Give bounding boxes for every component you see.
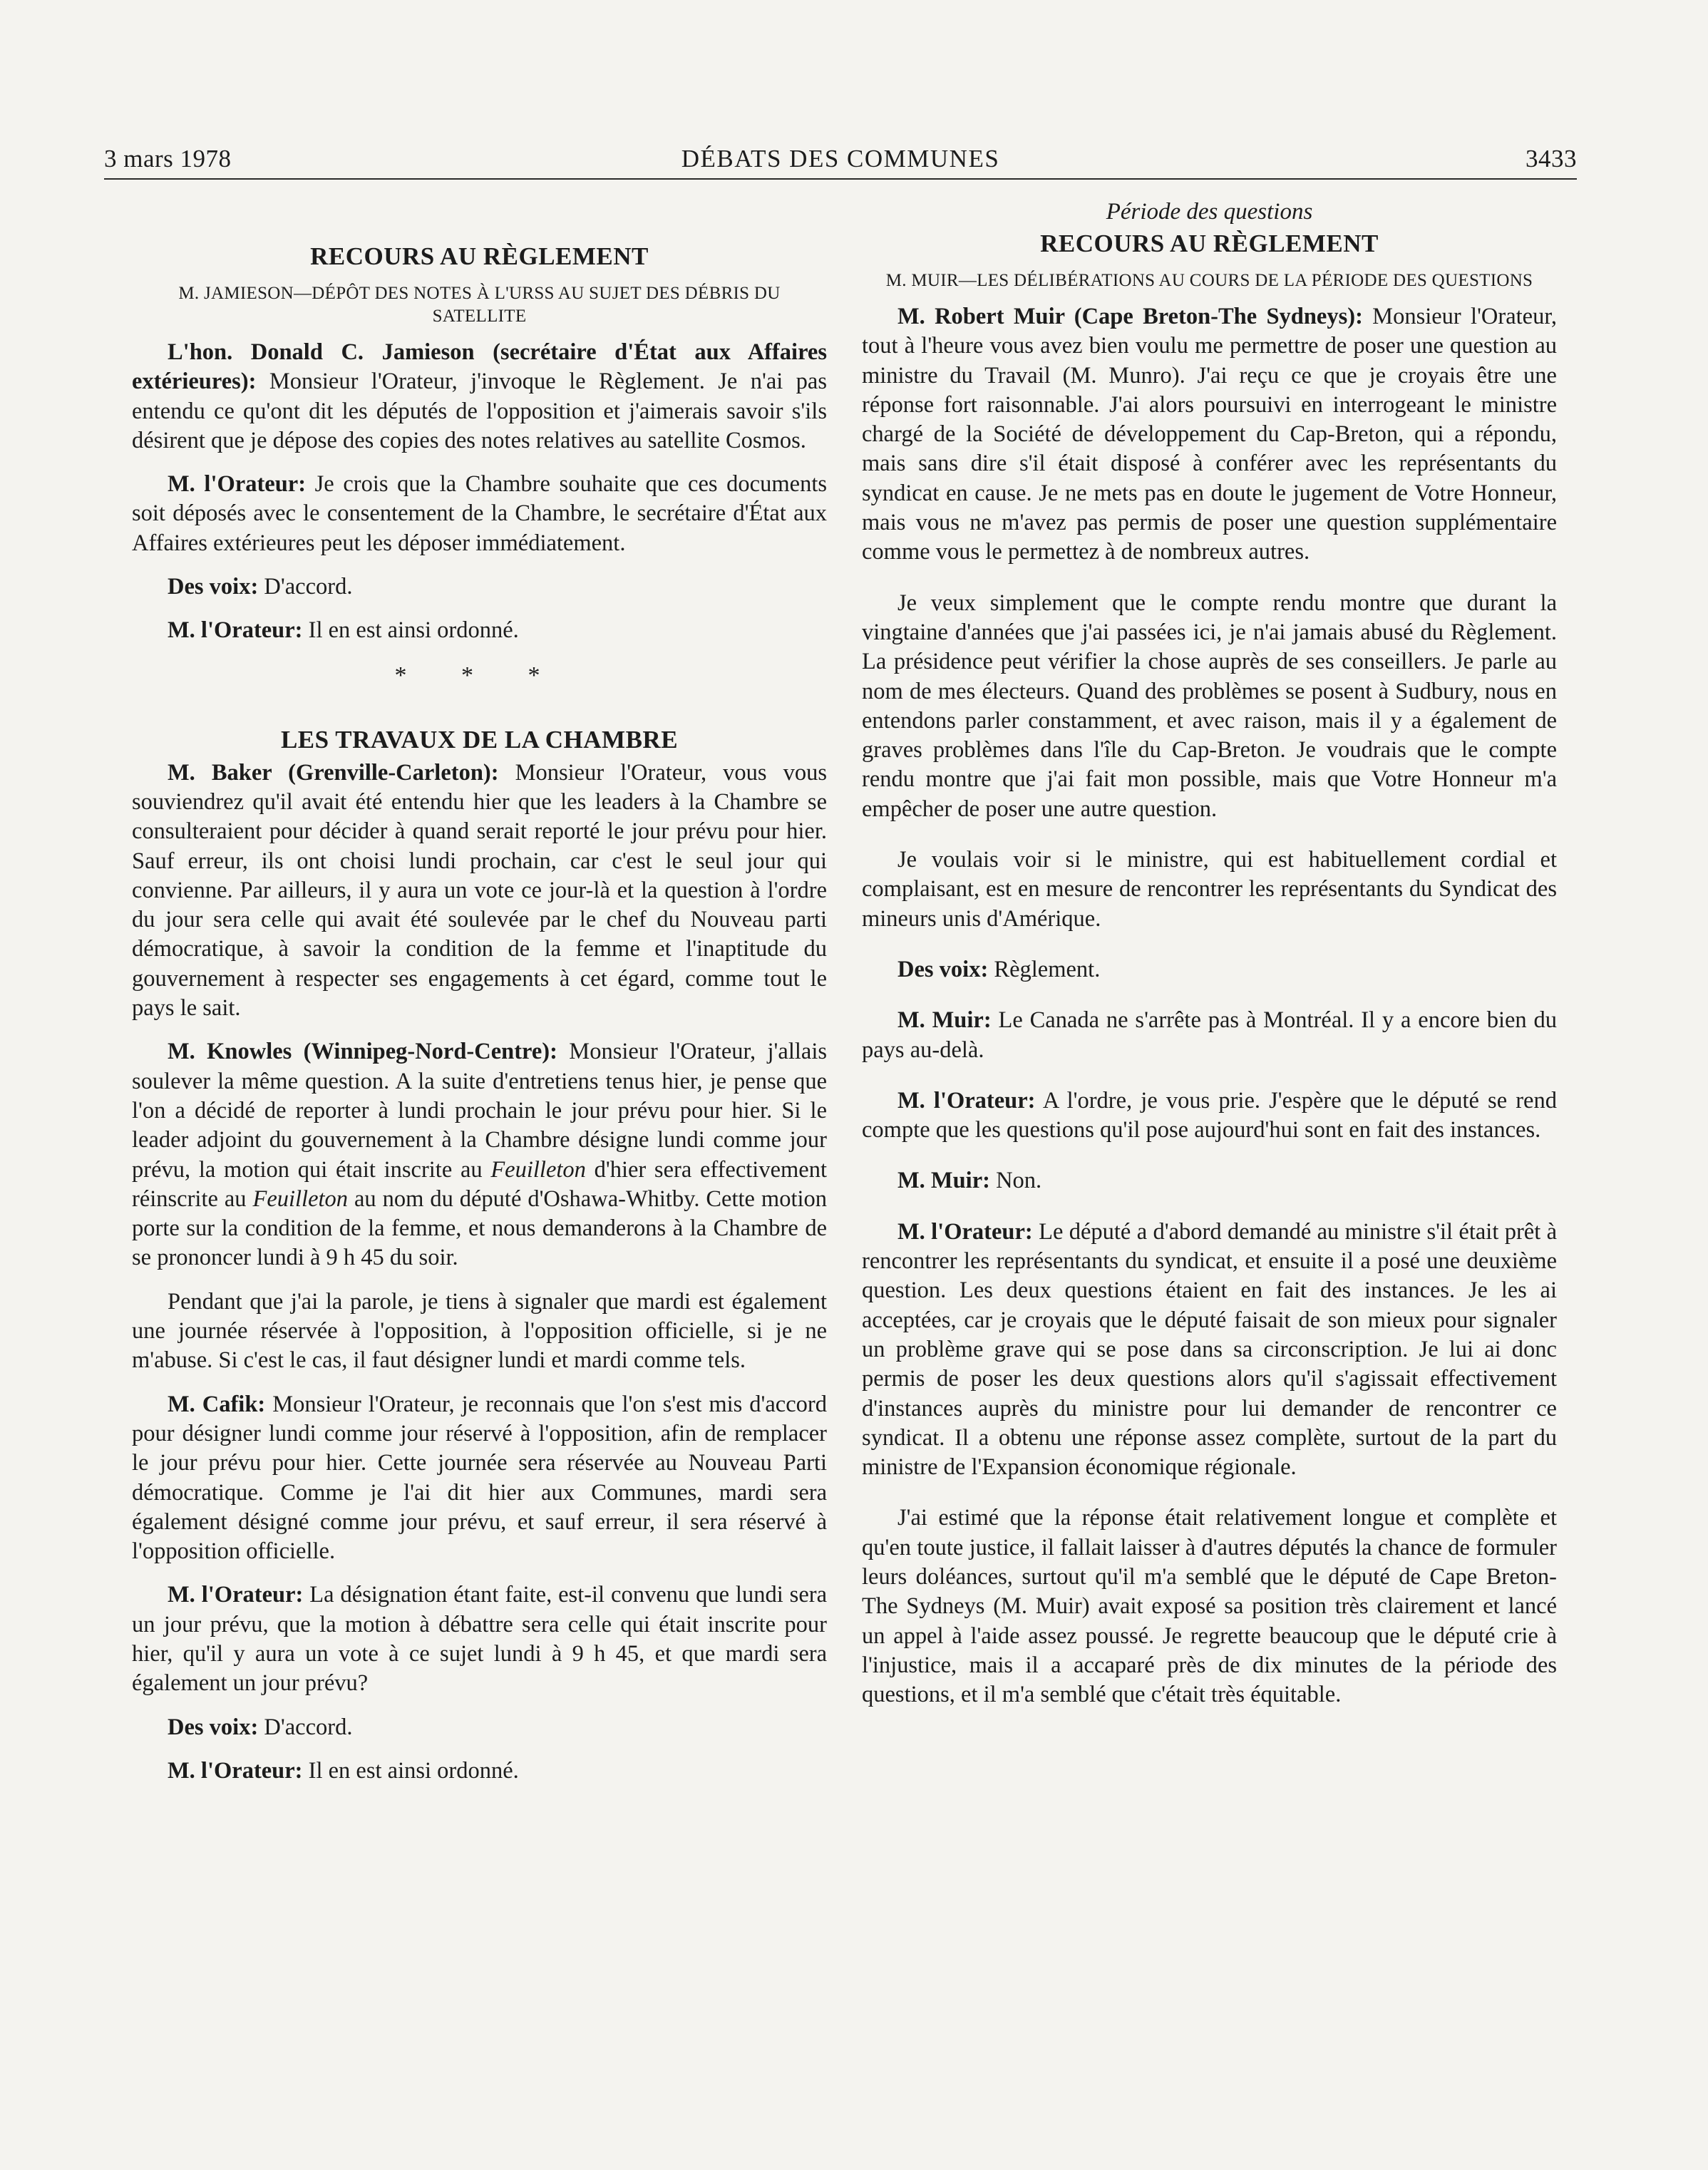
page-number: 3433 bbox=[1526, 145, 1577, 173]
speech-text: A l'ordre, je vous prie. J'espère que le député se rend compte que les questions qu'il pose aujourd'hui sont en fait des instances. bbox=[862, 1087, 1557, 1143]
speech-text: Non. bbox=[989, 1168, 1042, 1194]
speaker-voix: Des voix: bbox=[168, 574, 259, 600]
speaker-muir: M. Muir: bbox=[897, 1007, 992, 1034]
speech-text: Règlement. bbox=[988, 956, 1101, 982]
speech-text: Monsieur l'Orateur, j'invoque le Règlement. Je n'ai pas entendu ce qu'ont dit les députés de l'opposition et j'aimerais savoir s'ils désirent que je dépose des copies des notes relatives au satellite Cosmos. bbox=[132, 369, 827, 453]
speaker-muir: M. Muir: bbox=[897, 1168, 990, 1194]
paragraph-voix-2 bbox=[132, 1713, 827, 1742]
right-column bbox=[862, 197, 1557, 1724]
header-title: DÉBATS DES COMMUNES bbox=[681, 145, 1000, 173]
speaker-jamieson: L'hon. Donald C. Jamieson (secrétaire d'État aux Affaires extérieures): bbox=[132, 339, 827, 395]
speech-text: Le Canada ne s'arrête pas à Montréal. Il y a encore bien du pays au-delà. bbox=[862, 1007, 1557, 1063]
section-heading-recours-right: RECOURS AU RÈGLEMENT bbox=[1040, 230, 1379, 257]
speaker-orateur: M. l'Orateur: bbox=[897, 1218, 1033, 1245]
paragraph-voix-3 bbox=[862, 955, 1557, 984]
speaker-muir: M. Robert Muir (Cape Breton-The Sydneys): bbox=[897, 304, 1363, 329]
paragraph-orateur-7: J'ai estimé que la réponse était relativement longue et complète et qu'en toute justice, il fallait laisser à d'autres députés la chance de formuler leurs doléances, surtout qu'il m'a semblé que le député de Cape Breton-The Sydneys (M. Muir) avait exposé sa position très clairement et lancé un appel à l'aide assez poussé. Je regrette beaucoup que le député crie à l'injustice, mais il a accaparé près de dix minutes de la période des questions, et il m'a semblé que c'était très équitable. bbox=[862, 1505, 1557, 1708]
speaker-orateur: M. l'Orateur: bbox=[168, 1582, 304, 1608]
speech-text: d'hier sera effectivement réinscrite au bbox=[132, 1156, 827, 1212]
header-date: 3 mars 1978 bbox=[104, 145, 232, 173]
subheading-jamieson: M. JAMIESON—DÉPÔT DES NOTES À L'URSS AU SUJET DES DÉBRIS DU SATELLITE bbox=[178, 284, 781, 326]
feuilleton-italic: Feuilleton bbox=[252, 1186, 349, 1212]
speech-text: Monsieur l'Orateur, vous vous souviendrez qu'il avait été entendu hier que les leaders à la Chambre se consulteraient pour décider à quand serait reporté le jour prévu pour hier. Sauf erreur, ils ont choisi lundi prochain, car c'est le seul jour qui convienne. Par ailleurs, il y aura un vote ce jour-là et la question à l'ordre du jour sera celle qui avait été soulevée par le chef du Nouveau parti démocratique, à savoir la condition de la femme et l'inaptitude du gouvernement à respecter ses engagements à cet égard, comme tout le pays le sait. bbox=[132, 759, 827, 1022]
speaker-cafik: M. Cafik: bbox=[168, 1391, 266, 1417]
paragraph-baker bbox=[132, 759, 827, 1024]
speech-text: Il en est ainsi ordonné. bbox=[302, 617, 519, 644]
speech-text: au nom du député d'Oshawa-Whitby. Cette motion porte sur la condition de la femme, et nous demanderons à la Chambre de se prononcer lundi à 9 h 45 du soir. bbox=[132, 1186, 827, 1271]
speaker-voix: Des voix: bbox=[168, 1714, 259, 1740]
paragraph-muir-5 bbox=[862, 1166, 1557, 1195]
speaker-orateur: M. l'Orateur: bbox=[168, 1757, 303, 1784]
section-separator-stars: * * * bbox=[394, 662, 565, 689]
paragraph-muir-3: Je voulais voir si le ministre, qui est habituellement cordial et complaisant, est en mesure de rencontrer les représentants du Syndicat des mineurs unis d'Amérique. bbox=[862, 847, 1557, 932]
paragraph-muir-2: Je veux simplement que le compte rendu montre que durant la vingtaine d'années que j'ai passées ici, je n'ai jamais abusé du Règlement. La présidence peut vérifier la chose auprès de ses conseillers. Je parle au nom de mes électeurs. Quand des problèmes se posent à Sudbury, nous en entendons parler constamment, et avec raison, mais il y a également de graves problèmes dans l'île du Cap-Breton. Je voudrais que le compte rendu montre que j'ai fait mon possible, mais que Votre Honneur m'a empêcher de poser une autre question. bbox=[862, 590, 1557, 822]
speech-text: La désignation étant faite, est-il convenu que lundi sera un jour prévu, que la motion à débattre sera celle qui était inscrite pour hier, qu'il y aura un vote à ce sujet lundi à 9 h 45, et que mardi sera également un jour prévu? bbox=[132, 1582, 827, 1697]
speech-text: D'accord. bbox=[258, 1714, 353, 1740]
speech-text: Monsieur l'Orateur, tout à l'heure vous avez bien voulu me permettre de poser une question au ministre du Travail (M. Munro). J'ai reçu ce que je croyais être une réponse fort raisonnable. J'ai alors poursuivi en interrogeant le ministre chargé de la Société de développement du Cap-Breton, qui a répondu, mais sans dire s'il était disposé à conférer avec les représentants du syndicat en cause. Je ne mets pas en doute le jugement de Votre Honneur, mais vous ne m'avez pas permis de poser une question supplémentaire comme vous le permettez à de nombreux autres. bbox=[862, 304, 1557, 565]
speech-text: Monsieur l'Orateur, j'allais soulever la même question. A la suite d'entretiens tenus hier, je pense que l'on a décidé de reporter à lundi prochain le jour prévu pour hier. Si le leader adjoint du gouvernement à la Chambre désigne lundi comme jour prévu, la motion qui était inscrite au bbox=[132, 1039, 828, 1183]
paragraph-voix-1 bbox=[132, 572, 827, 602]
paragraph-cafik bbox=[132, 1390, 827, 1567]
paragraph-muir-4 bbox=[862, 1006, 1557, 1065]
section-heading-travaux: LES TRAVAUX DE LA CHAMBRE bbox=[280, 725, 679, 754]
speaker-orateur: M. l'Orateur: bbox=[897, 1087, 1036, 1114]
paragraph-knowles-cont: Pendant que j'ai la parole, je tiens à signaler que mardi est également une journée réservée à l'opposition, à l'opposition officielle, si je ne m'abuse. Si c'est le cas, il faut désigner lundi et mardi comme tels. bbox=[132, 1288, 827, 1374]
speaker-knowles: M. Knowles (Winnipeg-Nord-Centre): bbox=[168, 1039, 557, 1065]
paragraph-orateur-5 bbox=[862, 1086, 1557, 1146]
speech-text: Le député a d'abord demandé au ministre s'il était prêt à rencontrer les représentants du syndicat, et ensuite il a posé une deuxième question. Les deux questions étaient en fait des instances. Je les ai acceptées, car je croyais que le député faisait de son mieux pour signaler un problème grave qui se pose dans sa circonscription. Je lui ai donc permis de poser les deux questions alors qu'il s'agissait effectivement d'instances auprès du ministre pour lui demander de rencontrer ce syndicat. Il a obtenu une réponse assez complète, surtout de la part du ministre de l'Expansion économique régionale. bbox=[862, 1218, 1557, 1481]
paragraph-orateur-3 bbox=[132, 1580, 827, 1698]
paragraph-orateur-1 bbox=[132, 470, 827, 558]
paragraph-muir bbox=[862, 302, 1557, 567]
speaker-voix: Des voix: bbox=[897, 956, 989, 982]
speaker-orateur: M. l'Orateur: bbox=[168, 471, 307, 498]
paragraph-knowles bbox=[132, 1037, 827, 1272]
speech-text: Je crois que la Chambre souhaite que ces documents soit déposés avec le consentement de la Chambre, le secrétaire d'État aux Affaires extérieures peut les déposer immédiatement. bbox=[132, 471, 827, 556]
speech-text: Il en est ainsi ordonné. bbox=[302, 1757, 519, 1784]
page-header bbox=[104, 143, 1577, 175]
header-rule bbox=[104, 178, 1577, 180]
left-column bbox=[132, 197, 827, 1800]
section-heading-recours: RECOURS AU RÈGLEMENT bbox=[310, 242, 649, 270]
paragraph-orateur-4 bbox=[132, 1757, 827, 1786]
paragraph-orateur-6 bbox=[862, 1218, 1557, 1483]
paragraph-jamieson bbox=[132, 338, 827, 456]
feuilleton-italic: Feuilleton bbox=[490, 1156, 586, 1183]
speech-text: Monsieur l'Orateur, je reconnais que l'on s'est mis d'accord pour désigner lundi comme jour réservé à l'opposition, afin de remplacer le jour prévu pour hier. Cette journée sera réservée au Nouveau Parti démocratique. Comme je l'ai dit hier aux Communes, mardi sera également désigné comme jour prévu, et sauf erreur, il sera réservé à l'opposition officielle. bbox=[132, 1391, 827, 1565]
speaker-baker: M. Baker (Grenville-Carleton): bbox=[168, 759, 499, 786]
subheading-muir: M. MUIR—LES DÉLIBÉRATIONS AU COURS DE LA PÉRIODE DES QUESTIONS bbox=[885, 271, 1533, 290]
speech-text: D'accord. bbox=[258, 574, 353, 600]
paragraph-orateur-2 bbox=[132, 616, 827, 645]
rubric-periode-questions: Période des questions bbox=[1106, 199, 1313, 225]
speaker-orateur: M. l'Orateur: bbox=[168, 617, 303, 644]
